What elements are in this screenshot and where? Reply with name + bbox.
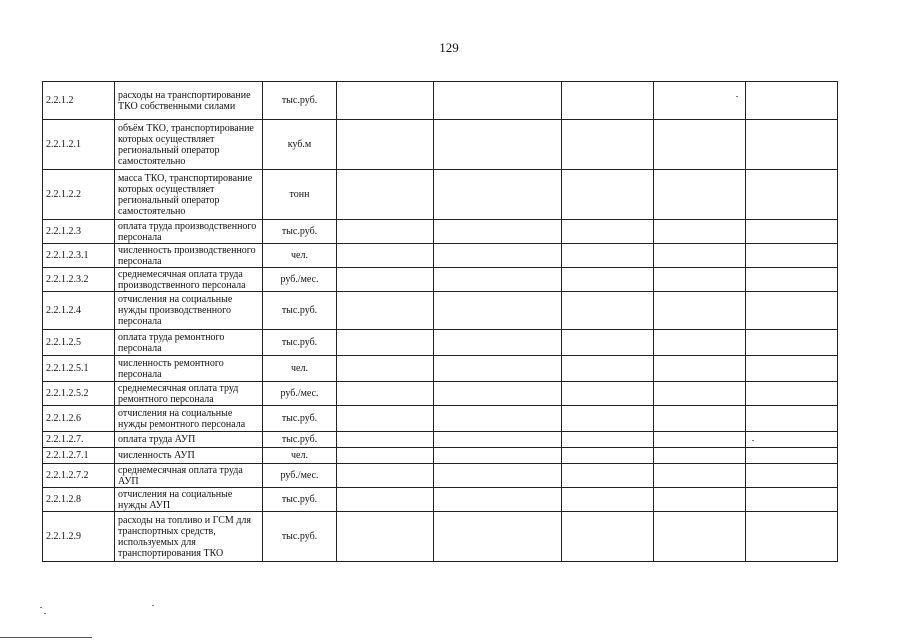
empty-value-cell bbox=[562, 488, 654, 512]
row-name: оплата труда ремонтного персонала bbox=[115, 330, 263, 356]
empty-value-cell bbox=[337, 448, 434, 464]
empty-value-cell bbox=[654, 330, 746, 356]
empty-value-cell bbox=[562, 268, 654, 292]
row-unit: руб./мес. bbox=[263, 382, 337, 406]
row-code: 2.2.1.2 bbox=[43, 82, 115, 120]
empty-value-cell bbox=[434, 292, 562, 330]
empty-value-cell bbox=[654, 244, 746, 268]
row-name: объём ТКО, транспортирование которых осуществляет региональный оператор самостоятельно bbox=[115, 120, 263, 170]
row-code: 2.2.1.2.3.2 bbox=[43, 268, 115, 292]
scan-edge-line bbox=[0, 637, 92, 638]
cost-table bbox=[42, 81, 838, 562]
empty-value-cell bbox=[434, 330, 562, 356]
row-name: отчисления на социальные нужды АУП bbox=[115, 488, 263, 512]
empty-value-cell bbox=[746, 382, 838, 406]
empty-value-cell bbox=[562, 220, 654, 244]
empty-value-cell bbox=[337, 120, 434, 170]
row-code: 2.2.1.2.1 bbox=[43, 120, 115, 170]
empty-value-cell bbox=[562, 382, 654, 406]
empty-value-cell bbox=[337, 82, 434, 120]
row-name: масса ТКО, транспортирование которых осуществляет региональный оператор самостоятельно bbox=[115, 170, 263, 220]
row-code: 2.2.1.2.4 bbox=[43, 292, 115, 330]
table-row bbox=[43, 120, 838, 170]
table-row bbox=[43, 268, 838, 292]
empty-value-cell bbox=[337, 464, 434, 488]
empty-value-cell bbox=[434, 432, 562, 448]
row-code: 2.2.1.2.8 bbox=[43, 488, 115, 512]
empty-value-cell bbox=[434, 464, 562, 488]
empty-value-cell bbox=[434, 220, 562, 244]
empty-value-cell bbox=[654, 82, 746, 120]
row-unit: тыс.руб. bbox=[263, 82, 337, 120]
empty-value-cell bbox=[562, 448, 654, 464]
empty-value-cell bbox=[654, 488, 746, 512]
empty-value-cell bbox=[654, 292, 746, 330]
row-code: 2.2.1.2.7. bbox=[43, 432, 115, 448]
empty-value-cell bbox=[654, 268, 746, 292]
empty-value-cell bbox=[337, 220, 434, 244]
empty-value-cell bbox=[746, 120, 838, 170]
empty-value-cell bbox=[562, 292, 654, 330]
empty-value-cell bbox=[434, 356, 562, 382]
row-name: численность АУП bbox=[115, 448, 263, 464]
table-row bbox=[43, 432, 838, 448]
empty-value-cell bbox=[654, 382, 746, 406]
scan-speck bbox=[44, 613, 46, 614]
empty-value-cell bbox=[746, 170, 838, 220]
row-name: расходы на транспортирование ТКО собственными силами bbox=[115, 82, 263, 120]
row-code: 2.2.1.2.5.1 bbox=[43, 356, 115, 382]
empty-value-cell bbox=[337, 382, 434, 406]
row-unit: куб.м bbox=[263, 120, 337, 170]
empty-value-cell bbox=[434, 512, 562, 562]
scan-speck bbox=[752, 440, 754, 441]
scan-speck bbox=[152, 605, 154, 606]
row-name: расходы на топливо и ГСМ для транспортных средств, используемых для транспортирования ТКО bbox=[115, 512, 263, 562]
empty-value-cell bbox=[434, 82, 562, 120]
row-unit: тыс.руб. bbox=[263, 406, 337, 432]
row-code: 2.2.1.2.2 bbox=[43, 170, 115, 220]
empty-value-cell bbox=[746, 488, 838, 512]
row-name: отчисления на социальные нужды производственного персонала bbox=[115, 292, 263, 330]
row-unit: тыс.руб. bbox=[263, 292, 337, 330]
row-name: среднемесячная оплата труд ремонтного персонала bbox=[115, 382, 263, 406]
row-name: среднемесячная оплата труда АУП bbox=[115, 464, 263, 488]
empty-value-cell bbox=[746, 220, 838, 244]
scan-speck bbox=[40, 607, 42, 608]
row-name: оплата труда АУП bbox=[115, 432, 263, 448]
empty-value-cell bbox=[746, 330, 838, 356]
page-number: 129 bbox=[439, 40, 459, 55]
table-row bbox=[43, 448, 838, 464]
table-row bbox=[43, 244, 838, 268]
row-code: 2.2.1.2.3.1 bbox=[43, 244, 115, 268]
row-code: 2.2.1.2.7.2 bbox=[43, 464, 115, 488]
table-row bbox=[43, 220, 838, 244]
empty-value-cell bbox=[337, 432, 434, 448]
row-unit: руб./мес. bbox=[263, 464, 337, 488]
row-unit: тыс.руб. bbox=[263, 330, 337, 356]
row-code: 2.2.1.2.9 bbox=[43, 512, 115, 562]
table-row bbox=[43, 82, 838, 120]
empty-value-cell bbox=[746, 432, 838, 448]
table-row bbox=[43, 330, 838, 356]
empty-value-cell bbox=[562, 244, 654, 268]
row-unit: тыс.руб. bbox=[263, 488, 337, 512]
row-code: 2.2.1.2.5 bbox=[43, 330, 115, 356]
empty-value-cell bbox=[746, 464, 838, 488]
empty-value-cell bbox=[654, 170, 746, 220]
empty-value-cell bbox=[654, 464, 746, 488]
empty-value-cell bbox=[562, 170, 654, 220]
empty-value-cell bbox=[746, 82, 838, 120]
table-body bbox=[43, 82, 838, 562]
empty-value-cell bbox=[337, 512, 434, 562]
row-unit: чел. bbox=[263, 356, 337, 382]
empty-value-cell bbox=[434, 244, 562, 268]
empty-value-cell bbox=[746, 448, 838, 464]
row-unit: чел. bbox=[263, 244, 337, 268]
row-code: 2.2.1.2.7.1 bbox=[43, 448, 115, 464]
empty-value-cell bbox=[746, 406, 838, 432]
table-row bbox=[43, 356, 838, 382]
empty-value-cell bbox=[337, 292, 434, 330]
empty-value-cell bbox=[337, 406, 434, 432]
empty-value-cell bbox=[434, 170, 562, 220]
empty-value-cell bbox=[434, 268, 562, 292]
empty-value-cell bbox=[337, 330, 434, 356]
row-unit: тонн bbox=[263, 170, 337, 220]
empty-value-cell bbox=[562, 512, 654, 562]
row-name: численность производственного персонала bbox=[115, 244, 263, 268]
empty-value-cell bbox=[337, 488, 434, 512]
empty-value-cell bbox=[434, 448, 562, 464]
row-code: 2.2.1.2.6 bbox=[43, 406, 115, 432]
empty-value-cell bbox=[337, 244, 434, 268]
empty-value-cell bbox=[746, 512, 838, 562]
row-code: 2.2.1.2.3 bbox=[43, 220, 115, 244]
empty-value-cell bbox=[654, 356, 746, 382]
row-unit: тыс.руб. bbox=[263, 512, 337, 562]
empty-value-cell bbox=[337, 268, 434, 292]
empty-value-cell bbox=[337, 170, 434, 220]
table-row bbox=[43, 292, 838, 330]
empty-value-cell bbox=[746, 292, 838, 330]
row-unit: тыс.руб. bbox=[263, 432, 337, 448]
empty-value-cell bbox=[654, 448, 746, 464]
row-unit: чел. bbox=[263, 448, 337, 464]
row-unit: тыс.руб. bbox=[263, 220, 337, 244]
empty-value-cell bbox=[434, 120, 562, 170]
row-code: 2.2.1.2.5.2 bbox=[43, 382, 115, 406]
table-row bbox=[43, 488, 838, 512]
empty-value-cell bbox=[654, 512, 746, 562]
empty-value-cell bbox=[434, 406, 562, 432]
empty-value-cell bbox=[434, 382, 562, 406]
table-row bbox=[43, 406, 838, 432]
empty-value-cell bbox=[654, 220, 746, 244]
row-name: оплата труда производственного персонала bbox=[115, 220, 263, 244]
empty-value-cell bbox=[562, 432, 654, 448]
table-row bbox=[43, 512, 838, 562]
empty-value-cell bbox=[562, 406, 654, 432]
row-name: отчисления на социальные нужды ремонтного персонала bbox=[115, 406, 263, 432]
empty-value-cell bbox=[562, 464, 654, 488]
empty-value-cell bbox=[654, 432, 746, 448]
empty-value-cell bbox=[654, 120, 746, 170]
empty-value-cell bbox=[746, 356, 838, 382]
empty-value-cell bbox=[562, 82, 654, 120]
empty-value-cell bbox=[746, 268, 838, 292]
empty-value-cell bbox=[562, 120, 654, 170]
empty-value-cell bbox=[746, 244, 838, 268]
empty-value-cell bbox=[654, 406, 746, 432]
empty-value-cell bbox=[434, 488, 562, 512]
empty-value-cell bbox=[337, 356, 434, 382]
empty-value-cell bbox=[562, 356, 654, 382]
row-name: численность ремонтного персонала bbox=[115, 356, 263, 382]
table-row bbox=[43, 464, 838, 488]
row-name: среднемесячная оплата труда производственного персонала bbox=[115, 268, 263, 292]
empty-value-cell bbox=[562, 330, 654, 356]
table-row bbox=[43, 170, 838, 220]
row-unit: руб./мес. bbox=[263, 268, 337, 292]
table-row bbox=[43, 382, 838, 406]
scan-speck bbox=[736, 96, 738, 97]
